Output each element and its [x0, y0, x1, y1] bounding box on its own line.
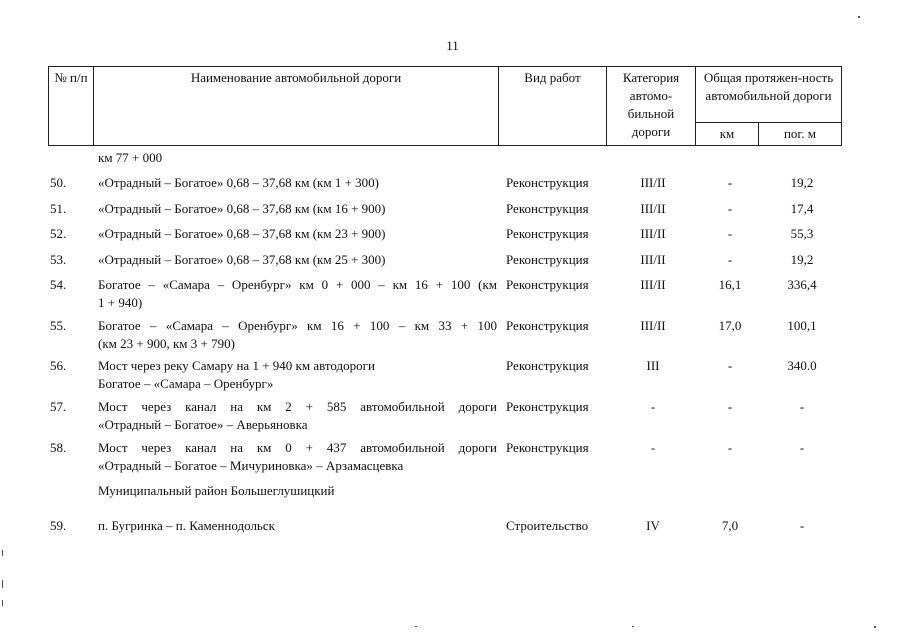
road-name-line-1: Мост через канал на км 0 + 437 автомобильной дороги	[98, 440, 497, 455]
work-type: Реконструкция	[506, 318, 589, 333]
road-name: «Отрадный – Богатое» 0,68 – 37,68 км (км 1 + 300)	[98, 175, 380, 190]
length-pm: 336,4	[787, 277, 817, 292]
road-name: «Отрадный – Богатое» 0,68 – 37,68 км (км 16 + 900)	[98, 201, 386, 216]
length-km: -	[727, 201, 733, 216]
work-type: Реконструкция	[506, 358, 589, 373]
row-number: 56.	[50, 358, 67, 373]
row-number: 52.	[50, 226, 67, 241]
road-category: III/II	[640, 201, 666, 216]
road-name-line-1: Богатое – «Самара – Оренбург» км 16 + 100 – км 33 + 100	[98, 318, 497, 333]
header-category: Категория автомо-бильной дороги	[607, 67, 696, 146]
road-category: III	[646, 358, 660, 373]
road-name-line-1: Мост через реку Самару на 1 + 940 км автодороги	[98, 358, 375, 373]
continuation-text: км 77 + 000	[98, 150, 163, 165]
length-km: -	[727, 358, 733, 373]
work-type: Реконструкция	[506, 440, 589, 455]
header-km: км	[696, 122, 759, 145]
road-category: III/II	[640, 226, 666, 241]
road-category: III/II	[640, 277, 666, 292]
road-category: IV	[646, 518, 660, 533]
row-number: 59.	[50, 518, 67, 533]
work-type: Строительство	[506, 518, 589, 533]
row-number: 53.	[50, 252, 67, 267]
road-name-line-2: «Отрадный – Богатое» – Аверьяновка	[98, 417, 308, 432]
page-number: 11	[446, 38, 459, 53]
length-km: -	[727, 399, 733, 414]
length-pm: 19,2	[790, 252, 814, 267]
scan-speck	[632, 626, 634, 627]
work-type: Реконструкция	[506, 226, 589, 241]
road-category: III/II	[640, 252, 666, 267]
road-name: «Отрадный – Богатое» 0,68 – 37,68 км (км 25 + 300)	[98, 252, 386, 267]
scan-speck	[2, 580, 3, 588]
length-pm: 340.0	[787, 358, 817, 373]
length-pm: -	[799, 518, 805, 533]
road-name-line-1: Богатое – «Самара – Оренбург» км 0 + 000 – км 16 + 100 (км	[98, 277, 497, 292]
header-num: № п/п	[49, 67, 94, 146]
row-number: 50.	[50, 175, 67, 190]
row-number: 58.	[50, 440, 67, 455]
length-km: 16,1	[718, 277, 742, 292]
header-pm: пог. м	[759, 122, 842, 145]
length-km: 7,0	[721, 518, 739, 533]
road-category: -	[650, 399, 656, 414]
header-road-name: Наименование автомобильной дороги	[94, 67, 499, 146]
work-type: Реконструкция	[506, 201, 589, 216]
table-header	[48, 66, 842, 146]
road-name-line-2: «Отрадный – Богатое – Мичуриновка» – Арзамасцевка	[98, 458, 404, 473]
length-pm: 17,4	[790, 201, 814, 216]
road-name-line-2: Богатое – «Самара – Оренбург»	[98, 376, 274, 391]
road-name-line-2: 1 + 940)	[98, 295, 143, 310]
section-title: Муниципальный район Большеглушицкий	[98, 483, 335, 498]
length-pm: -	[799, 399, 805, 414]
work-type: Реконструкция	[506, 399, 589, 414]
row-number: 51.	[50, 201, 67, 216]
length-km: -	[727, 252, 733, 267]
row-number: 57.	[50, 399, 67, 414]
scan-speck	[2, 600, 3, 606]
scan-speck	[858, 16, 860, 18]
length-km: -	[727, 440, 733, 455]
work-type: Реконструкция	[506, 175, 589, 190]
length-pm: 55,3	[790, 226, 814, 241]
road-name: п. Бугринка – п. Каменнодольск	[98, 518, 275, 533]
scan-speck	[874, 626, 876, 628]
header-work-type: Вид работ	[499, 67, 607, 146]
work-type: Реконструкция	[506, 252, 589, 267]
road-category: III/II	[640, 175, 666, 190]
length-pm: -	[799, 440, 805, 455]
road-name-line-2: (км 23 + 900, км 3 + 790)	[98, 336, 235, 351]
road-name: «Отрадный – Богатое» 0,68 – 37,68 км (км 23 + 900)	[98, 226, 386, 241]
road-name-line-1: Мост через канал на км 2 + 585 автомобильной дороги	[98, 399, 497, 414]
length-pm: 19,2	[790, 175, 814, 190]
length-km: 17,0	[718, 318, 742, 333]
road-category: -	[650, 440, 656, 455]
row-number: 54.	[50, 277, 67, 292]
road-category: III/II	[640, 318, 666, 333]
header-length: Общая протяжен-ность автомобильной дороги	[696, 67, 842, 123]
length-km: -	[727, 226, 733, 241]
scan-speck	[415, 626, 417, 627]
work-type: Реконструкция	[506, 277, 589, 292]
length-pm: 100,1	[787, 318, 817, 333]
scan-speck	[2, 550, 3, 556]
row-number: 55.	[50, 318, 67, 333]
length-km: -	[727, 175, 733, 190]
